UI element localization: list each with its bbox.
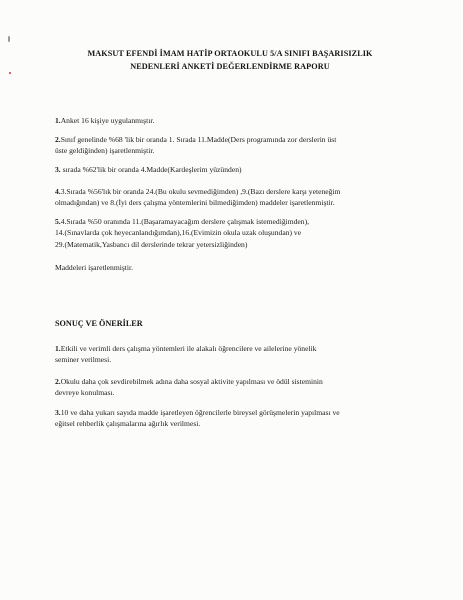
conclusion-text: Okulu daha çok sevdirebilmek adına daha sosyal aktivite yapılması ve ödül sisteminin [60,377,323,386]
finding-text: Maddeleri işaretlenmiştir. [55,263,134,272]
finding-text: Anket 16 kişiye uygulanmıştır. [60,116,155,125]
finding-number: 4. [55,187,61,196]
finding-text: 3.Sırada %56'lık bir oranda 24.(Bu okulu sevmediğimden) ,9.(Bazı derslere karşı yeteneğim [60,187,341,196]
finding-text: 14.(Sınavlarda çok heyecanlandığımdan),16.(Evimizin okula uzak oluşundan) ve [55,228,302,238]
conclusion-1 [55,343,316,366]
conclusion-number: 3. [55,408,61,417]
finding-text: sırada %62'lik bir oranda 4.Madde(Kardeşlerim yüzünden) [60,165,242,174]
finding-number: 5. [55,217,61,226]
conclusion-3 [55,407,340,430]
finding-4 [55,186,340,209]
finding-text: olmadığından) ve 8.(İyi ders çalışma yöntemlerini bilmediğimden) maddeler işaretlenmiştir. [55,198,335,208]
conclusion-text: devreye konulması. [55,388,115,398]
scan-speck [8,36,10,42]
conclusion-text: seminer verilmesi. [55,355,112,365]
finding-text: 4.Sırada %50 oranında 11.(Başaramayacağım derslere çalışmak istemediğimden), [60,217,310,226]
finding-text: 29.(Matematik,Yasbancı dil derslerinde tekrar yetersizliğinden) [55,239,248,249]
finding-1 [55,115,154,126]
conclusion-text: eğitsel rehberlik çalışmalarına ağırlık verilmesi. [55,419,201,429]
finding-5 [55,216,309,250]
report-title-line-1: MAKSUT EFENDİ İMAM HATİP ORTAOKULU 5/A SINIFI BAŞARISIZLIK [87,49,373,58]
conclusion-number: 2. [55,377,61,386]
report-title-line-2: NEDENLERİ ANKETİ DEĞERLENDİRME RAPORU [130,62,330,71]
conclusion-text: Etkili ve verimli ders çalışma yöntemleri ile alakalı öğrencilere ve ailelerine yönelik [60,344,317,353]
finding-3 [55,164,242,175]
scan-speck [9,72,11,74]
conclusion-text: 10 ve daha yukarı sayıda madde işaretleyen öğrencilerle bireysel görüşmelerin yapılması ve [60,408,340,417]
finding-number: 1. [55,116,61,125]
finding-number: 2. [55,135,61,144]
conclusion-number: 1. [55,344,61,353]
finding-text: Sınıf genelinde %68 'lik bir oranda 1. Sırada 11.Madde(Ders programında zor derslerin üst [60,135,337,144]
findings-closing [55,262,133,273]
conclusions-heading: SONUÇ VE ÖNERİLER [55,319,143,328]
finding-2 [55,134,336,157]
finding-number: 3. [55,165,61,174]
conclusion-2 [55,376,323,399]
finding-text: üste geldiğinden) işaretlenmiştir. [55,146,155,156]
